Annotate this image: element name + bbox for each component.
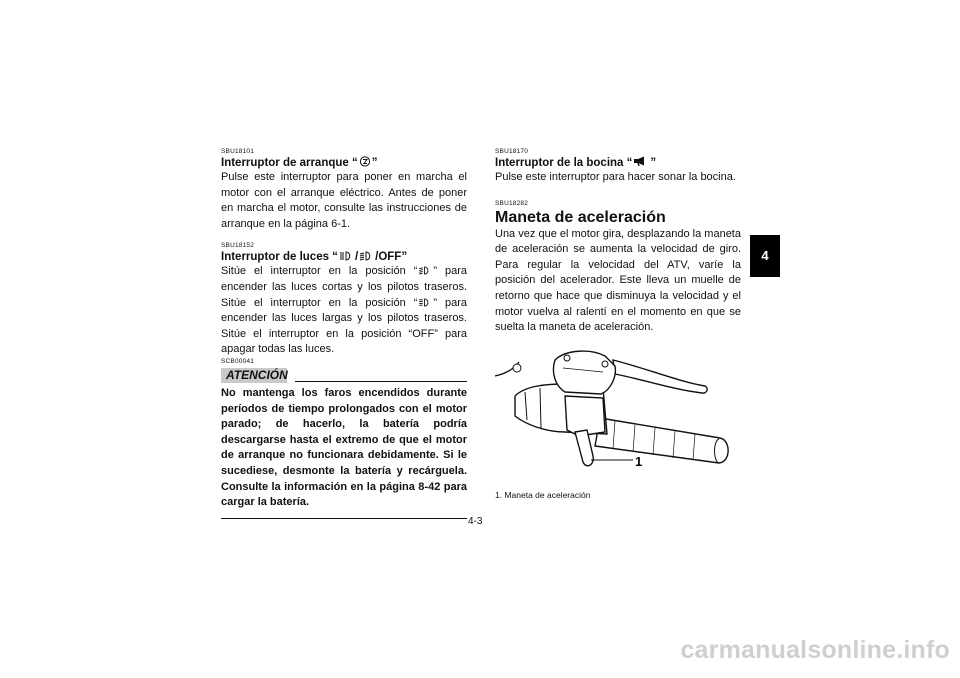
heading-text-end: ” bbox=[650, 157, 657, 169]
page-number: 4-3 bbox=[468, 516, 483, 527]
light-text-3: ” para encender las luces largas y los pilotos traseros. Sitúe el interruptor en la posición “OFF” para apagar todas las luces. bbox=[221, 296, 467, 356]
heading-text: Interruptor de luces “ bbox=[221, 251, 338, 264]
chapter-tab: 4 bbox=[750, 235, 780, 277]
heading-text: Interruptor de la bocina “ bbox=[495, 157, 633, 169]
section-code: SBU18152 bbox=[221, 242, 255, 250]
attention-text: No mantenga los faros encendidos durante períodos de tiempo prolongados con el motor parado; de hacerlo, la batería podría descargarse hasta el extremo de que el motor de arranque no funcionara debidamente. Si le sucediese, desmonte la batería y recárguela. Consulte la información en la página 8-42 para cargar la batería. bbox=[221, 386, 467, 509]
heading-text: Interruptor de arranque “ bbox=[221, 157, 358, 169]
low-beam-icon bbox=[359, 251, 374, 261]
light-text-2: ” para encender las luces cortas y los pilotos traseros. Sitúe el interruptor en la posición “ bbox=[221, 265, 467, 309]
right-column bbox=[495, 148, 741, 500]
heading-text-end: /OFF” bbox=[375, 251, 408, 264]
horn-paragraph: Pulse este interruptor para hacer sonar la bocina. bbox=[495, 171, 736, 183]
figure-caption: 1. Maneta de aceleración bbox=[495, 489, 591, 500]
throttle-figure bbox=[495, 346, 741, 486]
low-beam-icon bbox=[418, 266, 432, 275]
heading-slash: / bbox=[354, 251, 359, 264]
starter-switch-heading bbox=[221, 156, 467, 170]
section-code: SBU18170 bbox=[495, 148, 529, 155]
light-switch-heading bbox=[221, 250, 467, 264]
light-text-1: Sitúe el interruptor en la posición “ bbox=[221, 265, 418, 278]
light-paragraph bbox=[221, 264, 467, 358]
throttle-heading: Maneta de aceleración bbox=[495, 208, 666, 226]
watermark-footer: carmanualsonline.info bbox=[680, 636, 950, 664]
attention-header bbox=[221, 368, 467, 384]
horn-icon bbox=[633, 156, 649, 167]
high-beam-icon bbox=[339, 251, 354, 261]
throttle-paragraph: Una vez que el motor gira, desplazando la maneta de aceleración se aumenta la velocidad de giro. Para regular la velocidad del ATV, varíe la posición del acelerador. Este lleva un muelle de retorno que hace que disminuya la velocidad y el motor vuelva al ralentí en el momento en que se suelta la maneta de aceleración. bbox=[495, 227, 741, 334]
heading-text-end: ” bbox=[371, 157, 378, 169]
section-code: SBU18101 bbox=[221, 148, 255, 155]
attention-rule bbox=[295, 381, 467, 382]
section-code: SCB00041 bbox=[221, 357, 255, 365]
high-beam-icon bbox=[418, 298, 432, 307]
left-column bbox=[221, 148, 467, 519]
figure-callout: 1 bbox=[635, 453, 643, 469]
starter-icon bbox=[359, 156, 371, 167]
attention-label: ATENCIÓN bbox=[221, 368, 287, 383]
starter-paragraph: Pulse este interruptor para poner en marcha el motor con el arranque eléctrico. Antes de poner en marcha el motor, consulte las instrucciones de arranque en la página 6-1. bbox=[221, 171, 467, 230]
attention-bottom-rule bbox=[221, 518, 467, 519]
section-code: SBU18282 bbox=[495, 199, 529, 207]
horn-switch-heading bbox=[495, 156, 741, 170]
throttle-illustration bbox=[495, 346, 741, 486]
